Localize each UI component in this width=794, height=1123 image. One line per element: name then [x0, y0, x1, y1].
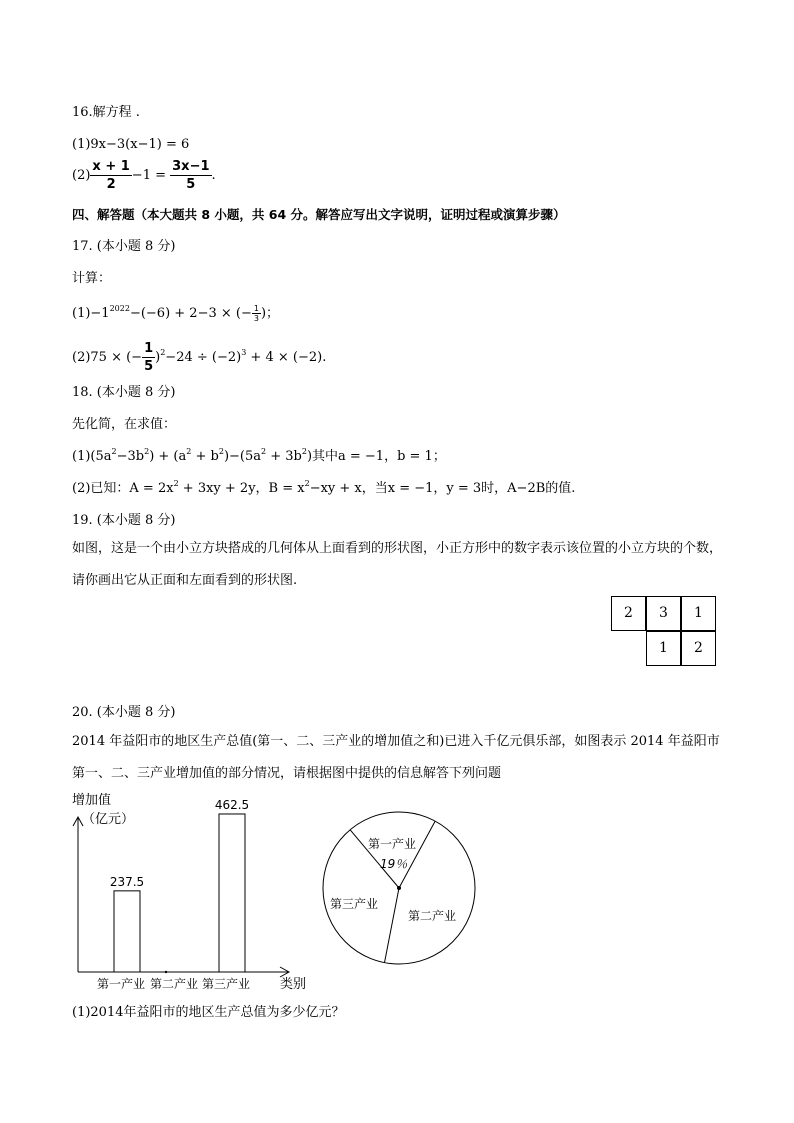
exponent: 2: [160, 348, 166, 357]
bar-chart: [60, 788, 310, 998]
q16-part2-mid: −1 =: [131, 168, 166, 183]
q16-part2-prefix: (2): [72, 168, 91, 183]
exponent: 2: [301, 447, 307, 456]
exponent: 2: [304, 479, 310, 488]
expr-text: −xy + x，当x = −1，y = 3时，A−2B的值.: [309, 481, 576, 496]
exponent: 2: [261, 447, 267, 456]
numerator: 1: [144, 341, 154, 356]
expr-text: )其中a = −1，b = 1；: [306, 449, 446, 464]
denominator: 5: [144, 359, 154, 374]
section-heading: 四、解答题（本大题共 8 小题，共 64 分。解答应写出文字说明，证明过程或演算步骤）: [72, 207, 566, 222]
numerator: 3x−1: [172, 159, 210, 174]
q18-title: 18. (本小题 8 分): [72, 385, 176, 400]
numerator: 1: [253, 304, 259, 313]
fraction: [90, 158, 131, 193]
q20-title: 20. (本小题 8 分): [72, 705, 176, 720]
exponent: 2: [173, 479, 179, 488]
expr-text: −3b: [116, 449, 145, 464]
expr-text: + b: [191, 449, 219, 464]
pie-divider: [399, 821, 435, 888]
q17-intro: 计算：: [72, 271, 112, 286]
x-axis-label: 类别: [280, 977, 307, 992]
missing-bar-marker: [165, 971, 167, 973]
q20-text: 2014 年益阳市的地区生产总值(第一、二、三产业的增加值之和)已进入千亿元俱乐部，如图表示 2014 年益阳市第一、二、三产业增加值的部分情况，请根据图中提供的信息解答下列问题: [72, 734, 720, 781]
q17-part1-a: (1)−1: [72, 306, 110, 321]
expr-text: + 3b: [266, 449, 302, 464]
exponent: 2: [218, 447, 224, 456]
exponent: 3: [241, 348, 247, 357]
q19-text: 如图，这是一个由小立方块搭成的几何体从上面看到的形状图，小正方形中的数字表示该位置的小立方块的个数，请你画出它从正面和左面看到的形状图.: [72, 541, 723, 588]
bar: [114, 891, 140, 972]
pie-divider: [384, 888, 399, 963]
expr-text: )−(5a: [223, 449, 261, 464]
grid-cell: 2: [681, 631, 716, 666]
q20-sub1: (1)2014年益阳市的地区生产总值为多少亿元？: [72, 1005, 345, 1020]
q17-part1-c: )；: [260, 306, 280, 321]
pie-center-dot: [397, 886, 401, 890]
y-axis-label-line2: （亿元）: [82, 812, 135, 827]
q18-part1: [72, 448, 446, 466]
numerator: x + 1: [92, 159, 130, 174]
denominator: 5: [186, 177, 196, 192]
bar: [219, 814, 245, 972]
bar-data-label: 462.5: [214, 797, 250, 812]
grid-cell: 1: [646, 631, 681, 666]
expr-text: + 3xy + 2y，B = x: [178, 481, 305, 496]
bar-data-label: 237.5: [109, 874, 145, 889]
denominator: 3: [253, 314, 259, 323]
expr-text: ) + (a: [149, 449, 187, 464]
q16-title: 16.解方程 .: [72, 105, 140, 120]
pie-chart: [318, 796, 482, 976]
q16-part2: [72, 158, 216, 193]
x-tick-label: 第二产业: [149, 977, 199, 991]
q17-part2-c: −24 ÷ (−2): [165, 350, 242, 365]
pie-label-third: 第三产业: [330, 897, 379, 911]
q16-part1: (1)9x−3(x−1) = 6: [72, 137, 190, 152]
q19-title: 19. (本小题 8 分): [72, 513, 176, 528]
q16-part2-end: .: [211, 168, 216, 183]
q18-part2: [72, 480, 575, 498]
q17-part2-d: + 4 × (−2).: [246, 350, 327, 365]
fraction: [142, 340, 155, 375]
x-tick-label: 第一产业: [96, 977, 146, 991]
denominator: 2: [106, 177, 116, 192]
pie-label-second: 第二产业: [408, 909, 457, 923]
expr-text: (2)已知：A = 2x: [72, 481, 174, 496]
fraction: [170, 158, 211, 193]
exponent: 2: [144, 447, 150, 456]
exponent: 2: [186, 447, 192, 456]
pie-label-first: 第一产业: [368, 837, 417, 851]
expr-text: (1)(5a: [72, 449, 112, 464]
q18-intro: 先化简，在求值：: [72, 417, 177, 432]
y-axis-label-line1: 增加值: [72, 793, 112, 808]
grid-cell: 2: [611, 596, 646, 631]
q17-part2-a: (2)75 × (−: [72, 350, 143, 365]
x-tick-label: 第三产业: [201, 977, 251, 991]
fraction: [252, 304, 261, 323]
q17-part2-b: ): [155, 350, 161, 365]
pie-label-percent: 19％: [380, 857, 408, 871]
q17-part1: [72, 304, 279, 323]
q17-part2: [72, 340, 326, 375]
grid-cell: 3: [646, 596, 681, 631]
grid-cell: 1: [681, 596, 716, 631]
q17-title: 17. (本小题 8 分): [72, 239, 176, 254]
exponent: 2022: [109, 304, 130, 313]
q17-part1-b: −(−6) + 2−3 × (−: [129, 306, 252, 321]
exponent: 2: [111, 447, 117, 456]
